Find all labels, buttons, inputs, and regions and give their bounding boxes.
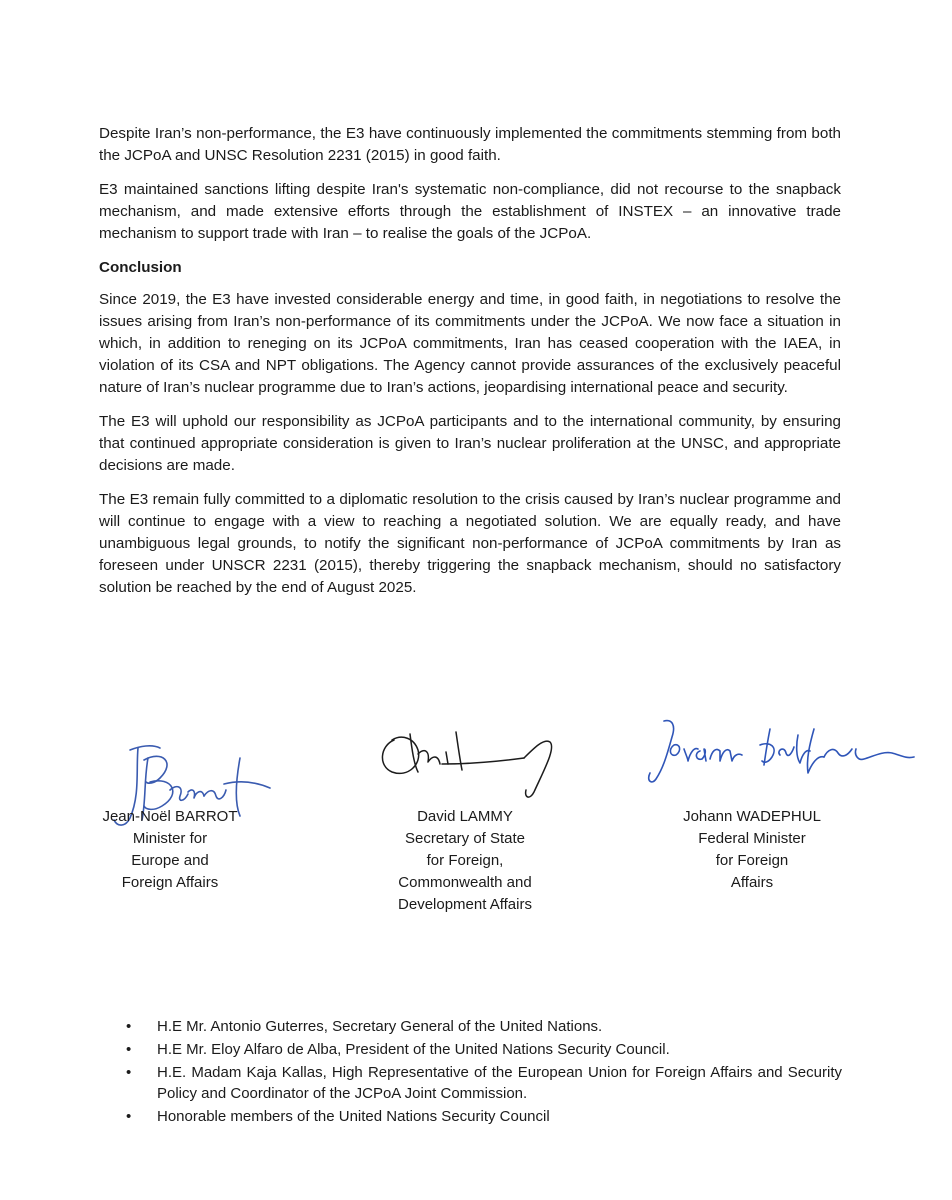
signatory-title-line: Federal Minister (698, 830, 806, 847)
bullet-icon: • (126, 1064, 132, 1081)
signatory-title-line: Development Affairs (398, 896, 532, 913)
signatory-title-line: Minister for (132, 830, 208, 847)
list-item (120, 1106, 842, 1127)
bullet-icon: • (126, 1018, 132, 1035)
section-heading-conclusion: Conclusion (99, 259, 182, 276)
signatory-barrot (70, 806, 270, 894)
cc-recipient-list (120, 1016, 842, 1129)
paragraph-negotiations: Since 2019, the E3 have invested considerable energy and time, in good faith, in negotiations to resolve the issues arising from Iran’s non-performance of its commitments under the JCPoA. We now face a situation in which, in addition to reneging on its JCPoA commitments, Iran has ceased cooperation with the IAEA, in violation of its CSA and NPT obligations. The Agency cannot provide assurances of the exclusively peaceful nature of Iran’s nuclear programme due to Iran’s actions, jeopardising international peace and security. (99, 291, 841, 396)
cc-recipient-text: H.E. Madam Kaja Kallas, High Representative of the European Union for Foreign Affairs and Security Policy and Coordinator of the JCPoA Joint Commission. (157, 1064, 842, 1102)
signatory-title-line: Commonwealth and (398, 874, 532, 891)
cc-recipient-text: H.E Mr. Antonio Guterres, Secretary General of the United Nations. (157, 1018, 603, 1035)
paragraph-sanctions-instex: E3 maintained sanctions lifting despite Iran's systematic non-compliance, did not recourse to the snapback mechanism, and made extensive efforts through the establishment of INSTEX – an innovative trade mechanism to support trade with Iran – to realise the goals of the JCPoA. (99, 181, 841, 242)
cc-recipient-text: Honorable members of the United Nations Security Council (157, 1108, 550, 1125)
signatory-wadephul (652, 806, 852, 894)
signatory-name: Jean-Noël BARROT (102, 808, 238, 825)
list-item (120, 1062, 842, 1104)
paragraph-e3-implementation: Despite Iran’s non-performance, the E3 have continuously implemented the commitments stemming from both the JCPoA and UNSC Resolution 2231 (2015) in good faith. (99, 125, 841, 164)
handwritten-signature-wadephul-icon (642, 715, 922, 795)
cc-recipient-text: H.E Mr. Eloy Alfaro de Alba, President of the United Nations Security Council. (157, 1041, 670, 1058)
paragraph-snapback: The E3 remain fully committed to a diplomatic resolution to the crisis caused by Iran’s nuclear programme and will continue to engage with a view to reaching a negotiated solution. We are equally ready, and have unambiguous legal grounds, to notify the significant non-performance of JCPoA commitments by Iran as foreseen under UNSCR 2231 (2015), thereby triggering the snapback mechanism, should no satisfactory solution be reached by the end of August 2025. (99, 491, 841, 596)
list-item (120, 1016, 842, 1037)
signatory-name: David LAMMY (417, 808, 513, 825)
list-item (120, 1039, 842, 1060)
handwritten-signature-lammy-icon (374, 720, 564, 805)
signatory-title-line: for Foreign, (426, 852, 504, 869)
signatory-title-line: Affairs (730, 874, 774, 891)
signatory-name: Johann WADEPHUL (683, 808, 821, 825)
signatory-lammy (365, 806, 565, 916)
paragraph-responsibility: The E3 will uphold our responsibility as JCPoA participants and to the international community, by ensuring that continued appropriate consideration is given to Iran’s nuclear proliferation at the UNSC, and appropriate decisions are made. (99, 413, 841, 474)
signatory-title-line: Europe and (131, 852, 209, 869)
signatory-title-line: for Foreign (715, 852, 789, 869)
signatory-title-line: Foreign Affairs (121, 874, 219, 891)
signatory-title-line: Secretary of State (404, 830, 526, 847)
bullet-icon: • (126, 1108, 132, 1125)
letter-body (99, 123, 841, 613)
bullet-icon: • (126, 1041, 132, 1058)
